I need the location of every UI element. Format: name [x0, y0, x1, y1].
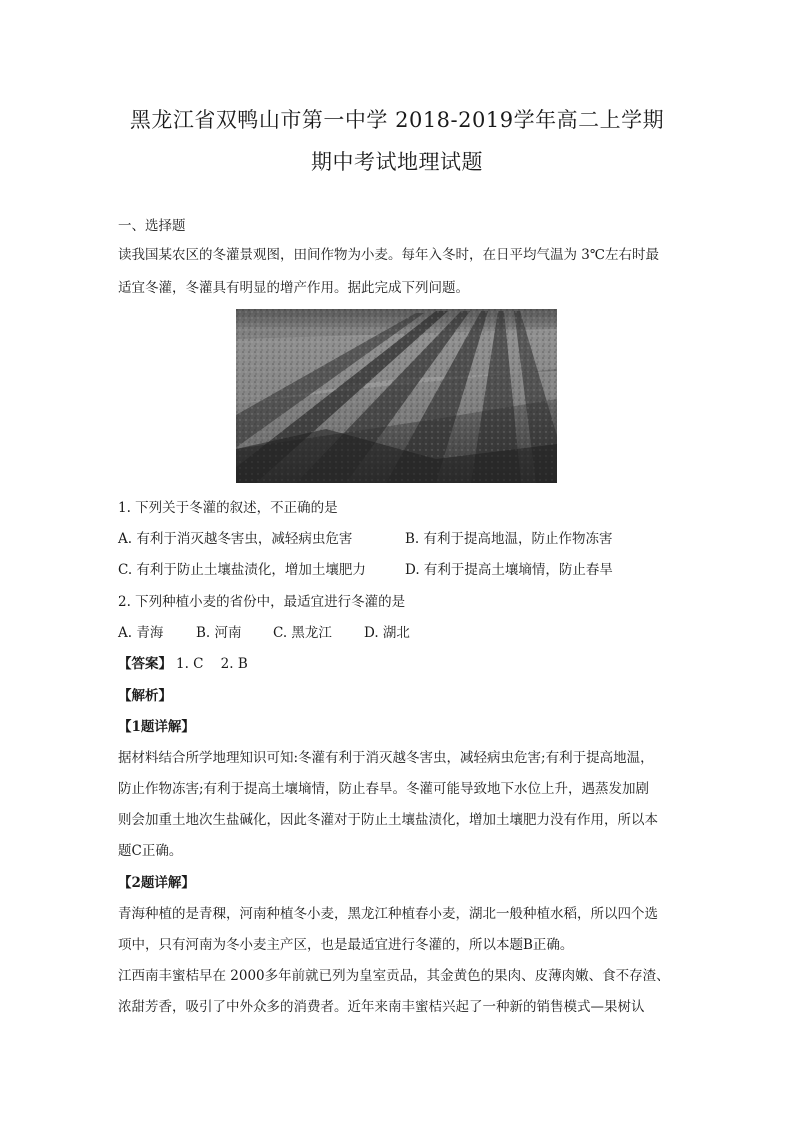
winter-irrigation-photo [236, 309, 557, 483]
detail1-line: 则会加重土地次生盐碱化，因此冬灌对于防止土壤盐渍化，增加土壤肥力没有作用，所以本 [118, 812, 658, 828]
q1-option-a: A. 有利于消灭越冬害虫，减轻病虫危害 [118, 531, 353, 547]
q2-option-d: D. 湖北 [364, 625, 410, 641]
title-line-1: 黑龙江省双鸭山市第一中学 2018-2019学年高二上学期 [129, 108, 665, 132]
q2-option-b: B. 河南 [196, 625, 242, 641]
q2-option-c: C. 黑龙江 [273, 625, 332, 641]
q2-stem: 2. 下列种植小麦的省份中，最适宜进行冬灌的是 [118, 594, 406, 610]
detail2-line: 项中，只有河南为冬小麦主产区，也是最适宜进行冬灌的，所以本题B正确。 [118, 937, 574, 953]
next-passage-line: 江西南丰蜜桔早在 2000多年前就已列为皇室贡品，其金黄色的果肉、皮薄肉嫩、食不存渣、 [118, 968, 670, 984]
title-line-2: 期中考试地理试题 [311, 150, 483, 174]
section-heading: 一、选择题 [118, 218, 186, 234]
answer-value: 1. C 2. B [176, 656, 248, 672]
answer-label: 【答案】 [118, 656, 172, 672]
detail1-line: 据材料结合所学地理知识可知:冬灌有利于消灭越冬害虫，减轻病虫危害;有利于提高地温， [118, 750, 654, 766]
q1-option-d: D. 有利于提高土壤墒情，防止春旱 [405, 562, 613, 578]
intro-line-2: 适宜冬灌，冬灌具有明显的增产作用。据此完成下列问题。 [118, 280, 469, 296]
detail1-line: 题C正确。 [118, 843, 183, 859]
detail2-label: 【2题详解】 [118, 875, 195, 891]
analysis-label: 【解析】 [118, 688, 172, 704]
q1-stem: 1. 下列关于冬灌的叙述，不正确的是 [118, 500, 338, 516]
detail2-line: 青海种植的是青稞，河南种植冬小麦，黑龙江种植春小麦，湖北一般种植水稻，所以四个选 [118, 906, 658, 922]
q1-option-b: B. 有利于提高地温，防止作物冻害 [405, 531, 613, 547]
detail1-label: 【1题详解】 [118, 719, 195, 735]
intro-line-1: 读我国某农区的冬灌景观图，田间作物为小麦。每年入冬时，在日平均气温为 3℃左右时最 [118, 247, 659, 263]
q2-option-a: A. 青海 [118, 625, 164, 641]
next-passage-line: 浓甜芳香，吸引了中外众多的消费者。近年来南丰蜜桔兴起了一种新的销售模式—果树认 [118, 999, 645, 1015]
q1-option-c: C. 有利于防止土壤盐渍化，增加土壤肥力 [118, 562, 366, 578]
detail1-line: 防止作物冻害;有利于提高土壤墒情，防止春旱。冬灌可能导致地下水位上升，遇蒸发加剧 [118, 781, 650, 797]
